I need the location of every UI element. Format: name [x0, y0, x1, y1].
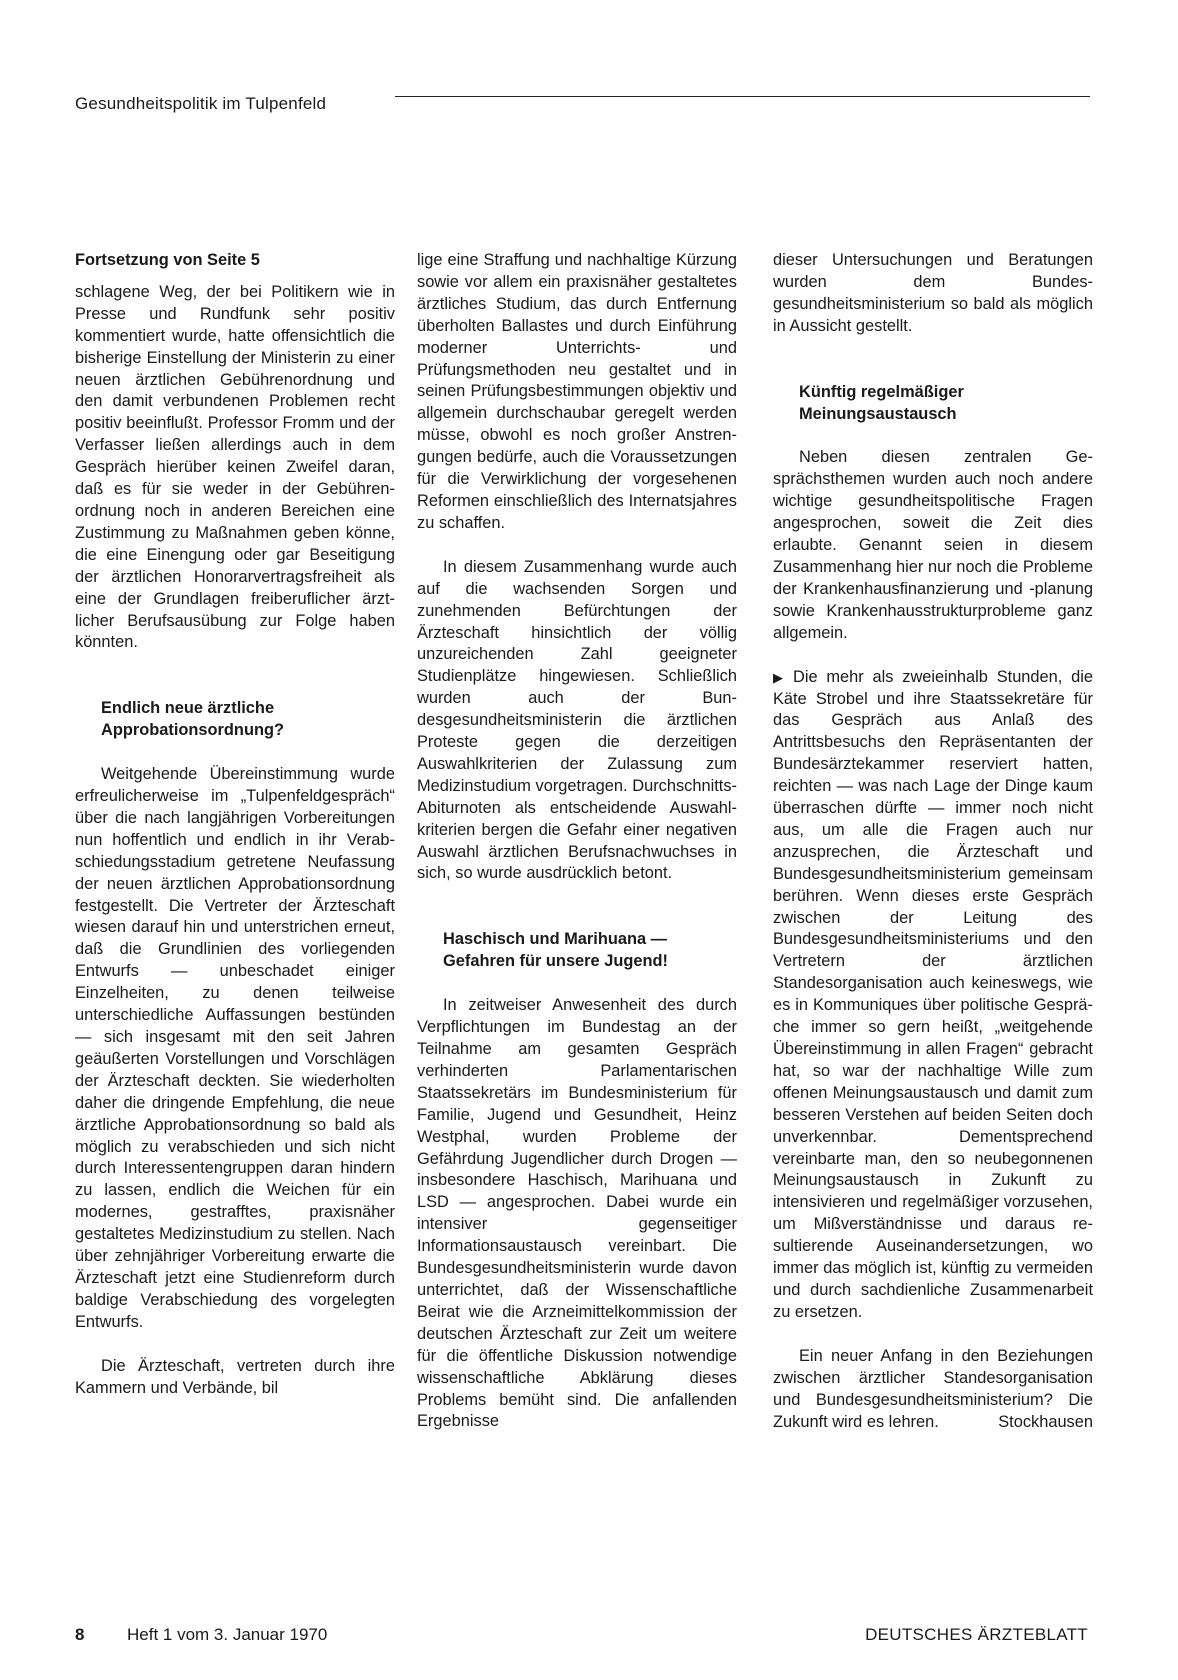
- paragraph: In diesem Zusammenhang wurde auch auf die wachsenden Sorgen und zunehmenden Befürchtungen der Ärzteschaft hinsichtlich der völlig unzureichenden Zahl geeigneter Studienplätze hingewiesen. Schließlich wurden auch der Bundesgesundheitsministerin die ärztlichen Proteste gegen die derzeitigen Auswahlkriterien der Zulassung zum Medizinstudium vorgetragen. Durchschnitts-Abiturnoten als entscheidende Auswahlkriterien bergen die Gefahr einer negativen Auswahl ärztlichen Berufsnachwuchses in sich, so wurde ausdrücklich betont.: [417, 557, 737, 883]
- section-heading: Endlich neue ärztliche Approbationsordnung?: [101, 699, 284, 740]
- paragraph: In zeitweiser Anwesenheit des durch Verpflichtungen im Bundestag an der Teilnahme am gesamten Gespräch verhinderten Parlamentarischen Staatssekretärs im Bundesministerium für Familie, Jugend und Gesundheit, Heinz Westphal, wurden Probleme der Gefährdung Jugendlicher durch Drogen — insbesondere Haschisch, Marihuana und LSD — angesprochen. Dabei wurde ein intensiver gegenseitiger Informationsaustausch vereinbart. Die Bundesgesundheitsministerin wurde davon unterrichtet, daß der Wissenschaftliche Beirat wie die Arzneimittelkommission der deutschen Ärzteschaft zur Zeit um weitere für die öffentliche Diskussion notwendige wissenschaftliche Abklärung dieses Problems bemüht sind. Die anfallenden Ergebnisse: [417, 996, 737, 1431]
- paragraph-text: Ein neuer Anfang in den Beziehungen zwischen ärztlicher Standesorganisation und Bundesgesundheitsministerium? Die Zukunft wird es lehren.: [773, 1346, 1093, 1431]
- continued-note: Fortsetzung von Seite 5: [75, 251, 260, 269]
- section-heading: Haschisch und Marihuana — Gefahren für unsere Jugend!: [443, 930, 668, 971]
- column-2: [417, 250, 737, 1433]
- paragraph-with-arrow: [773, 667, 1093, 1324]
- paragraph: Weitgehende Übereinstimmung wurde erfreulicherweise im „Tulpenfeldgespräch“ über die nach langjährigen Vorbereitungen nun hoffentlich und endlich in ihr Verabschiedungsstadium getretene Neufassung der neuen ärztlichen Approbationsordnung festgestellt. Die Vertreter der Ärzteschaft wiesen darauf hin und unterstrichen erneut, daß die Grundlinien des vorliegenden Entwurfs — unbeschadet einiger Einzelheiten, zu denen teilweise unterschiedliche Auffassungen bestünden — sich insgesamt mit den seit Jahren geäußerten Vorstellungen und Vorschlägen der Ärzteschaft deckten. Sie wiederholten daher die dringende Empfehlung, die neue ärztliche Approbationsordnung so bald als möglich zu verabschieden und sich nicht durch Interessentengruppen daran hindern zu lassen, endlich die Weichen für ein modernes, gestrafftes, praxisnäher gestaltetes Medizinstudium zu stellen. Nach über zehnjähriger Vorbereitung erwarte die Ärzteschaft jetzt eine Studienreform durch baldige Verabschiedung des vorgelegten Entwurfs.: [75, 765, 395, 1331]
- author-signature: Stockhausen: [998, 1412, 1093, 1431]
- paragraph-text: Die mehr als zweieinhalb Stunden, die Käte Strobel und ihre Staatssekretäre für das Gespräch aus Anlaß des Antrittsbesuchs den Repräsentanten der Bundesärztekammer reserviert hatten, reichten — was nach Lage der Dinge kaum überraschen dürfte — immer noch nicht aus, um alle die Fragen auch nur anzusprechen, die Ärzteschaft und Bundesgesundheitsministerium gemeinsam berühren. Wenn dieses erste Gespräch zwischen der Leitung des Bundesgesundheitsministeriums und den Vertretern der ärztlichen Standesorganisation auch keineswegs, wie es in Kommuniques über politische Gespräche immer so gern heißt, „weitgehende Übereinstimmung in allen Fragen“ gebracht hat, so war der nachhaltige Wille zum offenen Meinungsaustausch und damit zum besseren Verstehen auf beiden Seiten doch unverkennbar. Dementsprechend vereinbarte man, den so neubegonnenen Meinungsaustausch in Zukunft zu intensivieren und regelmäßiger vorzusehen, um Mißverständnisse und daraus resultierende Auseinandersetzungen, wo immer das möglich ist, künftig zu vermeiden und durch sachdienliche Zusammenarbeit zu ersetzen.: [773, 667, 1093, 1321]
- column-3: [773, 250, 1093, 1433]
- column-1: [75, 250, 395, 1400]
- page-number: 8: [75, 1625, 85, 1644]
- paragraph: Neben diesen zentralen Gesprächsthemen wurden auch noch andere wichtige gesundheitspolitische Fragen angesprochen, soweit die Zeit dies erlaubte. Genannt seien in diesem Zusammenhang hier nur noch die Probleme der Krankenhausfinanzierung und -planung sowie Krankenhausstrukturprobleme ganz allgemein.: [773, 448, 1093, 642]
- paragraph: schlagene Weg, der bei Politikern wie in Presse und Rundfunk sehr positiv kommentiert wurde, hatte offensichtlich die bisherige Einstellung der Ministerin zu einer neuen ärztlichen Gebührenordnung und den damit verbundenen Problemen recht positiv beeinflußt. Professor Fromm und der Verfasser ließen allerdings auch in dem Gespräch hierüber keinen Zweifel daran, daß es für sie weder in der Gebührenordnung noch in anderen Bereichen eine Zustimmung zu Maßnahmen geben könne, die eine Einengung oder gar Beseitigung der ärztlichen Honorarvertragsfreiheit als eine der Grundlagen freiberuflicher ärztlicher Berufsausübung zur Folge haben könnten.: [75, 282, 395, 652]
- triangle-arrow-icon: ▶: [773, 669, 783, 685]
- closing-paragraph: [773, 1346, 1093, 1434]
- running-header: Gesundheitspolitik im Tulpenfeld: [75, 94, 327, 113]
- paragraph: dieser Untersuchungen und Beratungen wurden dem Bundesgesundheitsministerium so bald als möglich in Aussicht gestellt.: [773, 251, 1093, 335]
- issue-info: Heft 1 vom 3. Januar 1970: [127, 1625, 328, 1644]
- journal-name: DEUTSCHES ÄRZTEBLATT: [865, 1625, 1088, 1644]
- header-rule: [395, 96, 1090, 97]
- section-heading: Künftig regelmäßiger Meinungsaustausch: [799, 382, 964, 423]
- paragraph: Die Ärzteschaft, vertreten durch ihre Kammern und Verbände, bil: [75, 1356, 395, 1397]
- paragraph: lige eine Straffung und nachhaltige Kürzung sowie vor allem ein praxisnäher gestaltetes ärztliches Studium, das durch Entfernung überholten Ballastes und durch Einführung moderner Unterrichts- und Prüfungsmethoden neu gestaltet und in seinen Prüfungsbestimmungen objektiv und allgemein durchschaubar geregelt werden müsse, obwohl es noch großer Anstrengungen bedürfe, auch die Voraussetzungen für die Verwirklichung der vorgesehenen Reformen einschließlich des Internatsjahres zu schaffen.: [417, 251, 737, 532]
